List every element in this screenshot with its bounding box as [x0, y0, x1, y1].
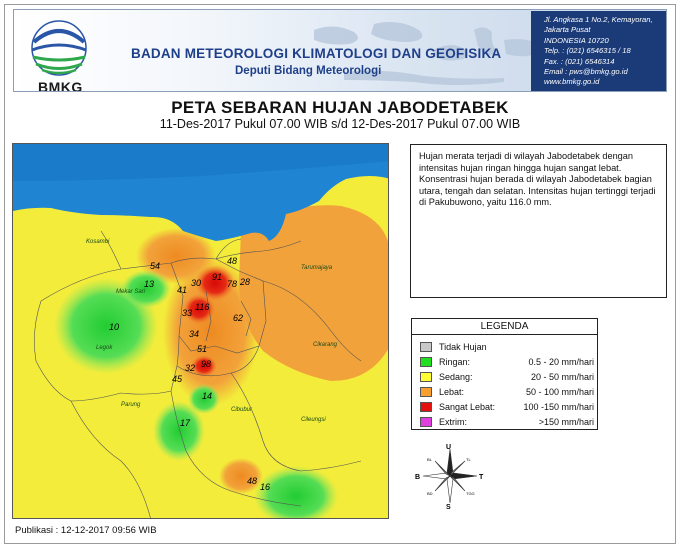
legend-swatch	[420, 402, 432, 412]
station-value: 116	[195, 302, 210, 312]
contact-line: Telp. : (021) 6546315 / 18	[544, 46, 631, 56]
station-value: 13	[144, 279, 155, 289]
svg-text:Tarumajaya: Tarumajaya	[301, 265, 333, 271]
legend-range: 100 -150 mm/hari	[523, 402, 594, 412]
rainfall-map-svg	[13, 144, 389, 519]
svg-text:Parung: Parung	[121, 402, 141, 408]
compass-sw: BD	[427, 491, 433, 496]
publication-date: Publikasi : 12-12-2017 09:56 WIB	[15, 525, 157, 536]
station-value: 34	[189, 329, 200, 339]
legend-swatch	[420, 357, 432, 367]
org-name: BADAN METEOROLOGI KLIMATOLOGI DAN GEOFISIKA	[131, 46, 502, 61]
legend-name: Sangat Lebat:	[439, 402, 496, 412]
compass-north: U	[446, 444, 452, 451]
compass-west: B	[415, 474, 421, 481]
station-value: 41	[177, 285, 188, 295]
svg-text:Mekar Sari: Mekar Sari	[116, 289, 146, 295]
contact-line: Fax. : (021) 6546314	[544, 56, 615, 66]
station-value: 14	[202, 391, 213, 401]
station-value: 78	[227, 279, 238, 289]
legend-swatch	[420, 387, 432, 397]
contact-line: Jakarta Pusat	[544, 25, 591, 35]
legend-swatch	[420, 342, 432, 352]
station-value: 48	[247, 476, 258, 486]
rainfall-map	[12, 143, 389, 519]
description-box	[410, 144, 667, 298]
station-value: 62	[233, 313, 244, 323]
contact-line: INDONESIA 10720	[544, 35, 609, 45]
station-value: 33	[182, 308, 193, 318]
description-text: Hujan merata terjadi di wilayah Jabodetabek dengan intensitas hujan ringan hingga hujan sangat lebat. Konsentrasi hujan berada di wilayah Jabodetabek bagian utara, tengah dan selatan. Intensitas hujan tertinggi terjadi di Pakubuwono, yaitu 116.0 mm.	[419, 151, 656, 208]
station-value: 91	[212, 272, 223, 282]
map-subtitle: 11-Des-2017 Pukul 07.00 WIB s/d 12-Des-2017 Pukul 07.00 WIB	[159, 117, 521, 131]
legend-name: Lebat:	[439, 387, 465, 397]
legend-name: Sedang:	[439, 372, 473, 382]
contact-line: Email : pws@bmkg.go.id	[544, 67, 628, 77]
compass-nw: BL	[427, 457, 432, 462]
station-value: 32	[185, 363, 196, 373]
legend-range: 50 - 100 mm/hari	[525, 387, 594, 397]
org-subtitle: Deputi Bidang Meteorologi	[235, 65, 382, 77]
ringan-zone-south	[153, 401, 205, 461]
legend-name: Ringan:	[439, 357, 471, 367]
legend-range: 0.5 - 20 mm/hari	[528, 357, 594, 367]
station-value: 30	[191, 278, 202, 288]
svg-text:Cibubur: Cibubur	[231, 407, 253, 413]
legend-box	[411, 318, 598, 430]
legend-swatch	[420, 372, 432, 382]
station-value: 51	[197, 344, 208, 354]
legend-swatch	[420, 417, 432, 427]
compass-south: S	[446, 504, 451, 509]
svg-text:Kosambi: Kosambi	[86, 239, 110, 245]
logo-text: BMKG	[38, 79, 83, 92]
contact-line: Jl. Angkasa 1 No.2, Kemayoran,	[544, 15, 653, 24]
contact-box	[531, 11, 666, 91]
station-value: 16	[260, 482, 271, 492]
legend-name: Tidak Hujan	[439, 342, 487, 352]
station-value: 10	[109, 322, 120, 332]
bmkg-logo-icon	[24, 16, 94, 86]
compass-east: T	[479, 474, 484, 481]
legend-title: LEGENDA	[412, 319, 597, 335]
station-value: 48	[227, 256, 238, 266]
station-value: 17	[180, 418, 191, 428]
contact-line: www.bmkg.go.id	[544, 77, 600, 87]
compass-ne: TL	[466, 457, 471, 462]
svg-text:Legok: Legok	[96, 345, 113, 351]
compass-rose-icon	[413, 443, 487, 509]
svg-text:Cikarang: Cikarang	[313, 342, 338, 348]
map-title: PETA SEBARAN HUJAN JABODETABEK	[171, 98, 509, 117]
legend-range: >150 mm/hari	[538, 417, 594, 427]
svg-text:Cileungsi: Cileungsi	[301, 417, 326, 423]
compass-se: TGG	[466, 491, 475, 496]
station-value: 54	[150, 261, 161, 271]
station-value: 98	[201, 359, 212, 369]
legend-name: Extrim:	[439, 417, 467, 427]
station-value: 45	[172, 374, 183, 384]
station-value: 28	[240, 277, 251, 287]
legend-range: 20 - 50 mm/hari	[530, 372, 594, 382]
